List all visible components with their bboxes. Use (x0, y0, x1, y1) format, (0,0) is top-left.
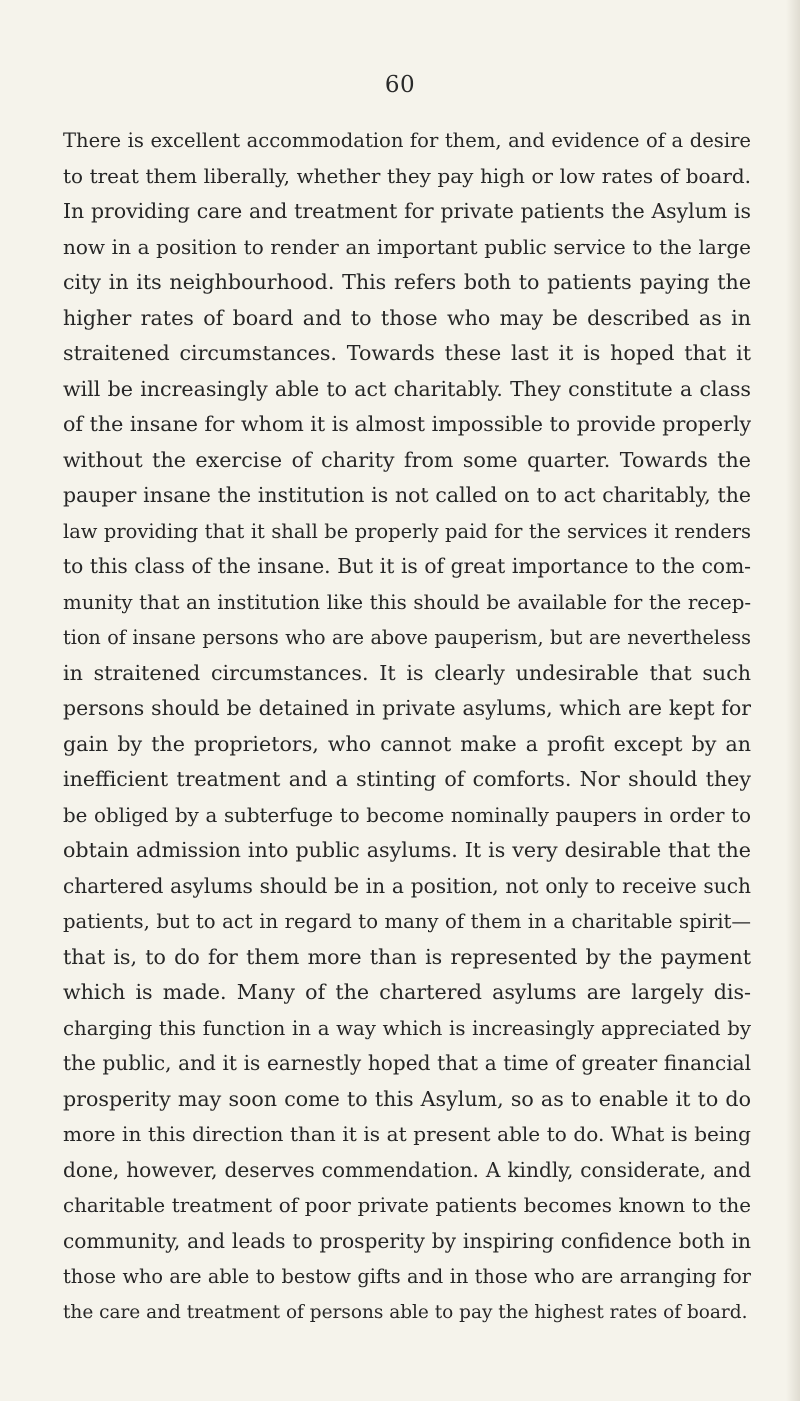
text-line: munity that an institution like this should be available for the recep- (63, 590, 751, 614)
text-line: those who are able to bestow gifts and in those who are arranging for (63, 1265, 751, 1288)
text-line: chartered asylums should be in a position, not only to receive such (63, 873, 751, 898)
text-line: city in its neighbourhood. This refers both to patients paying the (63, 270, 751, 294)
text-line: the public, and it is earnestly hoped that a time of greater financial (63, 1051, 751, 1075)
text-line: to treat them liberally, whether they pay high or low rates of board. (63, 164, 751, 188)
text-line: be obliged by a subterfuge to become nominally paupers in order to (63, 803, 751, 827)
text-line: inefficient treatment and a stinting of comforts. Nor should they (63, 767, 751, 791)
text-line: which is made. Many of the chartered asylums are largely dis- (63, 980, 751, 1004)
text-line: done, however, deserves commendation. A kindly, considerate, and (63, 1157, 751, 1182)
text-line: that is, to do for them more than is represented by the payment (63, 944, 751, 969)
text-line: pauper insane the institution is not called on to act charitably, the (63, 483, 751, 507)
text-line: patients, but to act in regard to many of them in a charitable spirit— (63, 910, 751, 933)
text-line: charitable treatment of poor private patients becomes known to the (63, 1194, 751, 1217)
text-line: community, and leads to prosperity by inspiring confidence both in (63, 1228, 751, 1253)
text-line: straitened circumstances. Towards these last it is hoped that it (63, 341, 751, 365)
body-paragraph (63, 123, 751, 1330)
text-line: tion of insane persons who are above pauperism, but are nevertheless (63, 626, 751, 649)
text-line: gain by the proprietors, who cannot make a profit except by an (63, 731, 751, 756)
text-line: In providing care and treatment for private patients the Asylum is (63, 199, 751, 223)
page-edge-shadow (786, 0, 800, 1401)
text-line: prosperity may soon come to this Asylum, so as to enable it to do (63, 1086, 751, 1111)
text-line: law providing that it shall be properly paid for the services it renders (63, 519, 751, 543)
text-line: now in a position to render an important public service to the large (63, 234, 751, 259)
text-line: obtain admission into public asylums. It is very desirable that the (63, 838, 751, 862)
text-line: the care and treatment of persons able to pay the highest rates of board. (63, 1301, 748, 1323)
text-line: persons should be detained in private asylums, which are kept for (63, 696, 751, 720)
text-line: There is excellent accommodation for them, and evidence of a desire (63, 129, 751, 152)
text-line: more in this direction than it is at present able to do. What is being (63, 1122, 751, 1146)
text-line: to this class of the insane. But it is of great importance to the com- (63, 554, 751, 578)
text-line: higher rates of board and to those who may be described as in (63, 305, 751, 330)
text-line: without the exercise of charity from some quarter. Towards the (63, 447, 751, 472)
text-line: charging this function in a way which is increasingly appreciated by (63, 1016, 751, 1040)
page-number: 60 (384, 72, 416, 98)
text-line: in straitened circumstances. It is clearly undesirable that such (63, 660, 751, 685)
text-line: of the insane for whom it is almost impossible to provide properly (63, 412, 751, 436)
text-line: will be increasingly able to act charitably. They constitute a class (63, 376, 751, 401)
